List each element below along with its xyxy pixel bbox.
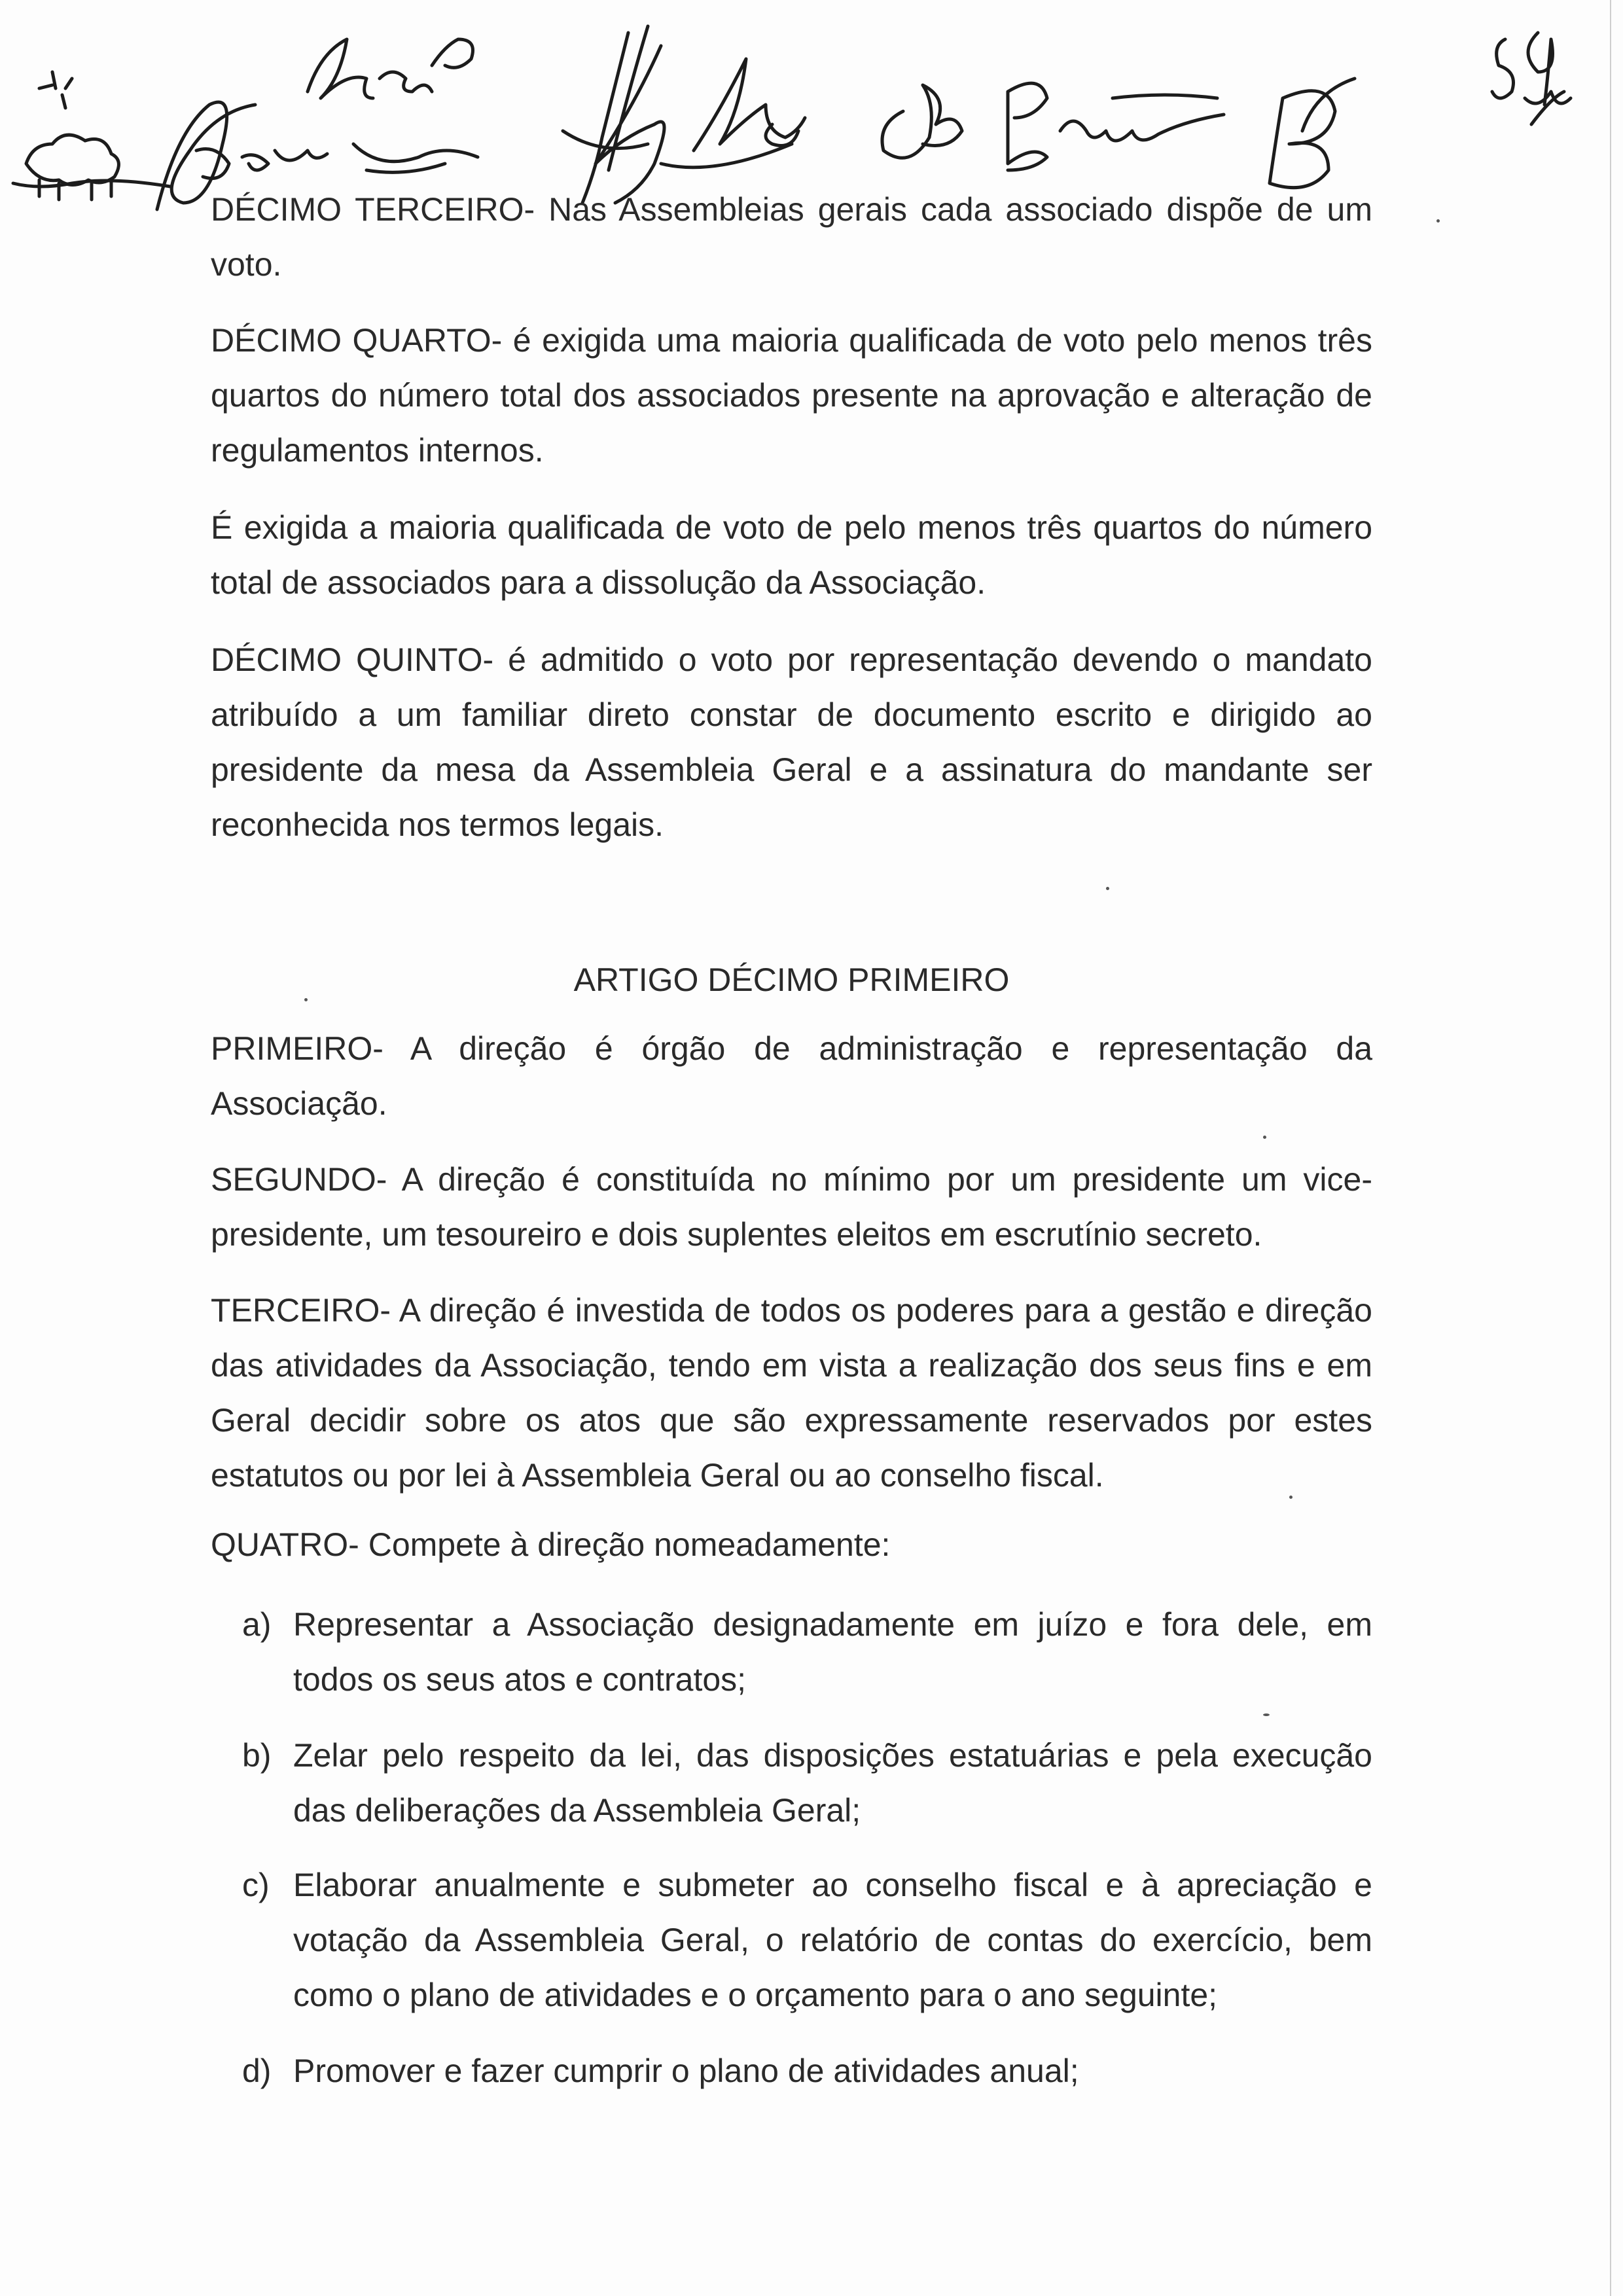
paragraph-quatro: QUATRO- Compete à direção nomeadamente: [211, 1526, 891, 1563]
list-marker: a) [242, 1606, 272, 1643]
list-text: Representar a Associação designadamente em juízo e fora dele, em todos os seus atos e contratos; [293, 1606, 1372, 1698]
signature-2 [308, 39, 473, 98]
list-text: Elaborar anualmente e submeter ao conselho fiscal e à apreciação e votação da Assembleia Geral, o relatório de contas do exercício, bem como o plano de atividades e o orçamento para o ano seguinte; [293, 1867, 1372, 2013]
list-item [242, 1597, 1372, 1707]
paragraph-decimo-quarto: DÉCIMO QUARTO- é exigida uma maioria qualificada de voto pelo menos três quartos do número total dos associados presente na aprovação e alteração de regulamentos internos. [211, 322, 1372, 469]
list-marker: c) [242, 1867, 270, 1903]
scan-speck [1263, 1136, 1266, 1139]
paragraph-segundo: SEGUNDO- A direção é constituída no mínimo por um presidente um vice-presidente, um tesoureiro e dois suplentes eleitos em escrutínio secreto. [211, 1161, 1372, 1253]
sheep-doodle [26, 135, 118, 185]
list-marker: d) [242, 2053, 272, 2089]
paragraph-dissolucao: É exigida a maioria qualificada de voto de pelo menos três quartos do número total de associados para a dissolução da Associação. [211, 509, 1372, 601]
paragraph-terceiro: TERCEIRO- A direção é investida de todos os poderes para a gestão e direção das atividades da Associação, tendo em vista a realização dos seus fins e em Geral decidir sobre os atos que são expressamente reservados por estes estatutos ou por lei à Assembleia Geral ou ao conselho fiscal. [211, 1292, 1372, 1494]
list-item [242, 1728, 1372, 1838]
list-marker: b) [242, 1737, 272, 1774]
list-item [242, 2043, 1372, 2098]
scan-speck [1263, 1713, 1270, 1716]
list-item [242, 1857, 1372, 2022]
signature-7 [1270, 79, 1355, 188]
scan-speck [1289, 1496, 1293, 1499]
list-text: Promover e fazer cumprir o plano de atividades anual; [293, 2053, 1079, 2089]
paragraph-decimo-terceiro: DÉCIMO TERCEIRO- Nas Assembleias gerais cada associado dispõe de um voto. [211, 191, 1372, 283]
paragraph-primeiro: PRIMEIRO- A direção é órgão de administração e representação da Associação. [211, 1030, 1372, 1122]
scan-speck [1106, 887, 1109, 890]
signature-4 [694, 59, 805, 151]
article-heading: ARTIGO DÉCIMO PRIMEIRO [573, 961, 1010, 998]
signature-5 [882, 85, 962, 158]
page-number-text: 59 [1505, 163, 1507, 164]
page-number-handwritten [1492, 33, 1553, 105]
list-text: Zelar pelo respeito da lei, das disposições estatuárias e pela execução das deliberações da Assembleia Geral; [293, 1737, 1372, 1829]
signature-3 [582, 26, 664, 203]
paragraph-decimo-quinto: DÉCIMO QUINTO- é admitido o voto por representação devendo o mandato atribuído a um familiar direto constar de documento escrito e dirigido ao presidente da mesa da Assembleia Geral e a assinatura do mandante ser reconhecida nos termos legais. [211, 641, 1372, 843]
scan-edge [1610, 0, 1611, 2296]
scan-speck [304, 998, 308, 1001]
scan-speck [1436, 219, 1440, 223]
